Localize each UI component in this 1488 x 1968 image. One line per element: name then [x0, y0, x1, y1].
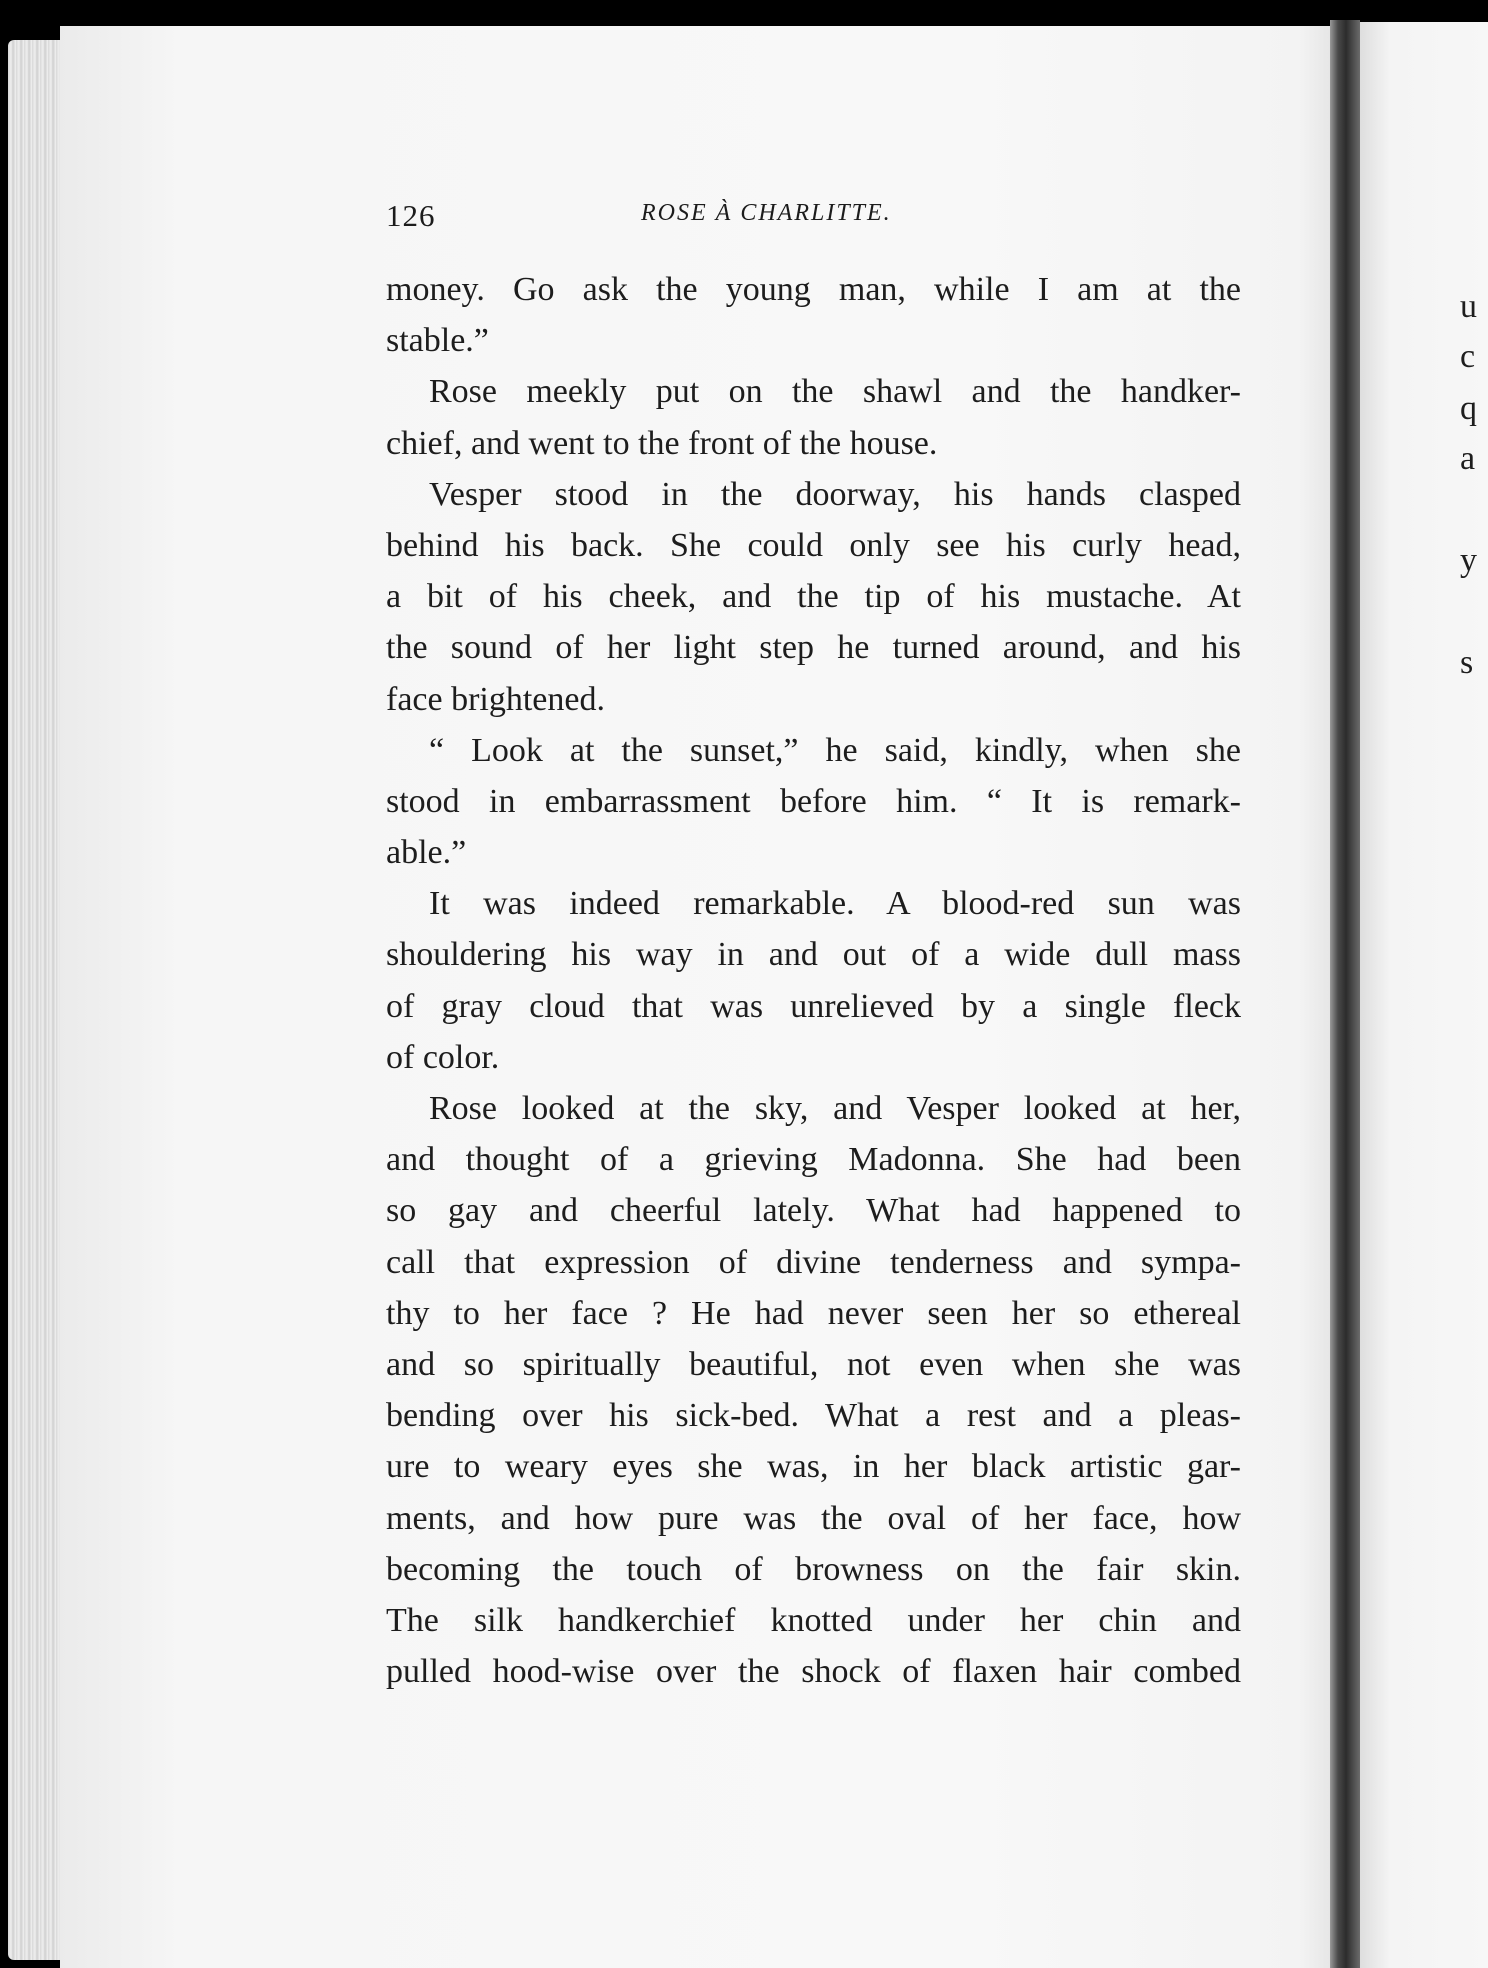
text-line: Vesper stood in the doorway, his hands clasped [429, 475, 1241, 513]
book-gutter [1330, 20, 1360, 1968]
text-line: “ Look at the sunset,” he said, kindly, when she [429, 731, 1241, 769]
text-line: able.” [386, 834, 467, 872]
facing-page-fragment: a [1460, 440, 1476, 477]
text-line: and thought of a grieving Madonna. She had been [386, 1141, 1241, 1179]
facing-page-fragment: s [1460, 644, 1474, 681]
text-line: thy to her face ? He had never seen her so ethereal [386, 1294, 1241, 1332]
text-line: It was indeed remarkable. A blood-red sun was [429, 885, 1241, 923]
body-text [386, 264, 1241, 1697]
text-line: stable.” [386, 322, 489, 360]
text-line: and so spiritually beautiful, not even when she was [386, 1345, 1241, 1383]
text-line: so gay and cheerful lately. What had happened to [386, 1192, 1241, 1230]
page-number: 126 [386, 198, 436, 233]
text-line: a bit of his cheek, and the tip of his mustache. At [386, 578, 1241, 616]
text-line: ments, and how pure was the oval of her face, how [386, 1499, 1241, 1537]
text-line: stood in embarrassment before him. “ It is remark- [386, 782, 1241, 820]
text-line: becoming the touch of browness on the fair skin. [386, 1550, 1241, 1588]
text-line: ure to weary eyes she was, in her black artistic gar- [386, 1448, 1241, 1486]
text-line: face brightened. [386, 680, 605, 718]
page-header [386, 198, 1241, 242]
text-line: the sound of her light step he turned around, and his [386, 629, 1241, 667]
text-line: bending over his sick-bed. What a rest and a pleas- [386, 1397, 1241, 1435]
facing-page-fragment: q [1460, 390, 1477, 427]
text-line: The silk handkerchief knotted under her chin and [386, 1601, 1241, 1639]
text-line: of gray cloud that was unrelieved by a single fleck [386, 987, 1241, 1025]
facing-page-fragment: c [1460, 338, 1476, 375]
facing-page-fragment: u [1460, 288, 1477, 325]
text-line: shouldering his way in and out of a wide dull mass [386, 936, 1241, 974]
text-line: money. Go ask the young man, while I am at the [386, 271, 1241, 308]
text-line: behind his back. She could only see his curly head, [386, 526, 1241, 564]
text-line: chief, and went to the front of the house. [386, 424, 938, 462]
text-line: Rose meekly put on the shawl and the handker- [429, 373, 1241, 411]
text-line: of color. [386, 1038, 500, 1076]
text-line: pulled hood-wise over the shock of flaxen hair combed [386, 1653, 1241, 1691]
running-title: ROSE À CHARLITTE. [641, 200, 892, 226]
text-line: Rose looked at the sky, and Vesper looked at her, [429, 1090, 1241, 1127]
text-line: call that expression of divine tenderness and sympa- [386, 1243, 1241, 1281]
facing-page-fragment: y [1460, 542, 1477, 579]
